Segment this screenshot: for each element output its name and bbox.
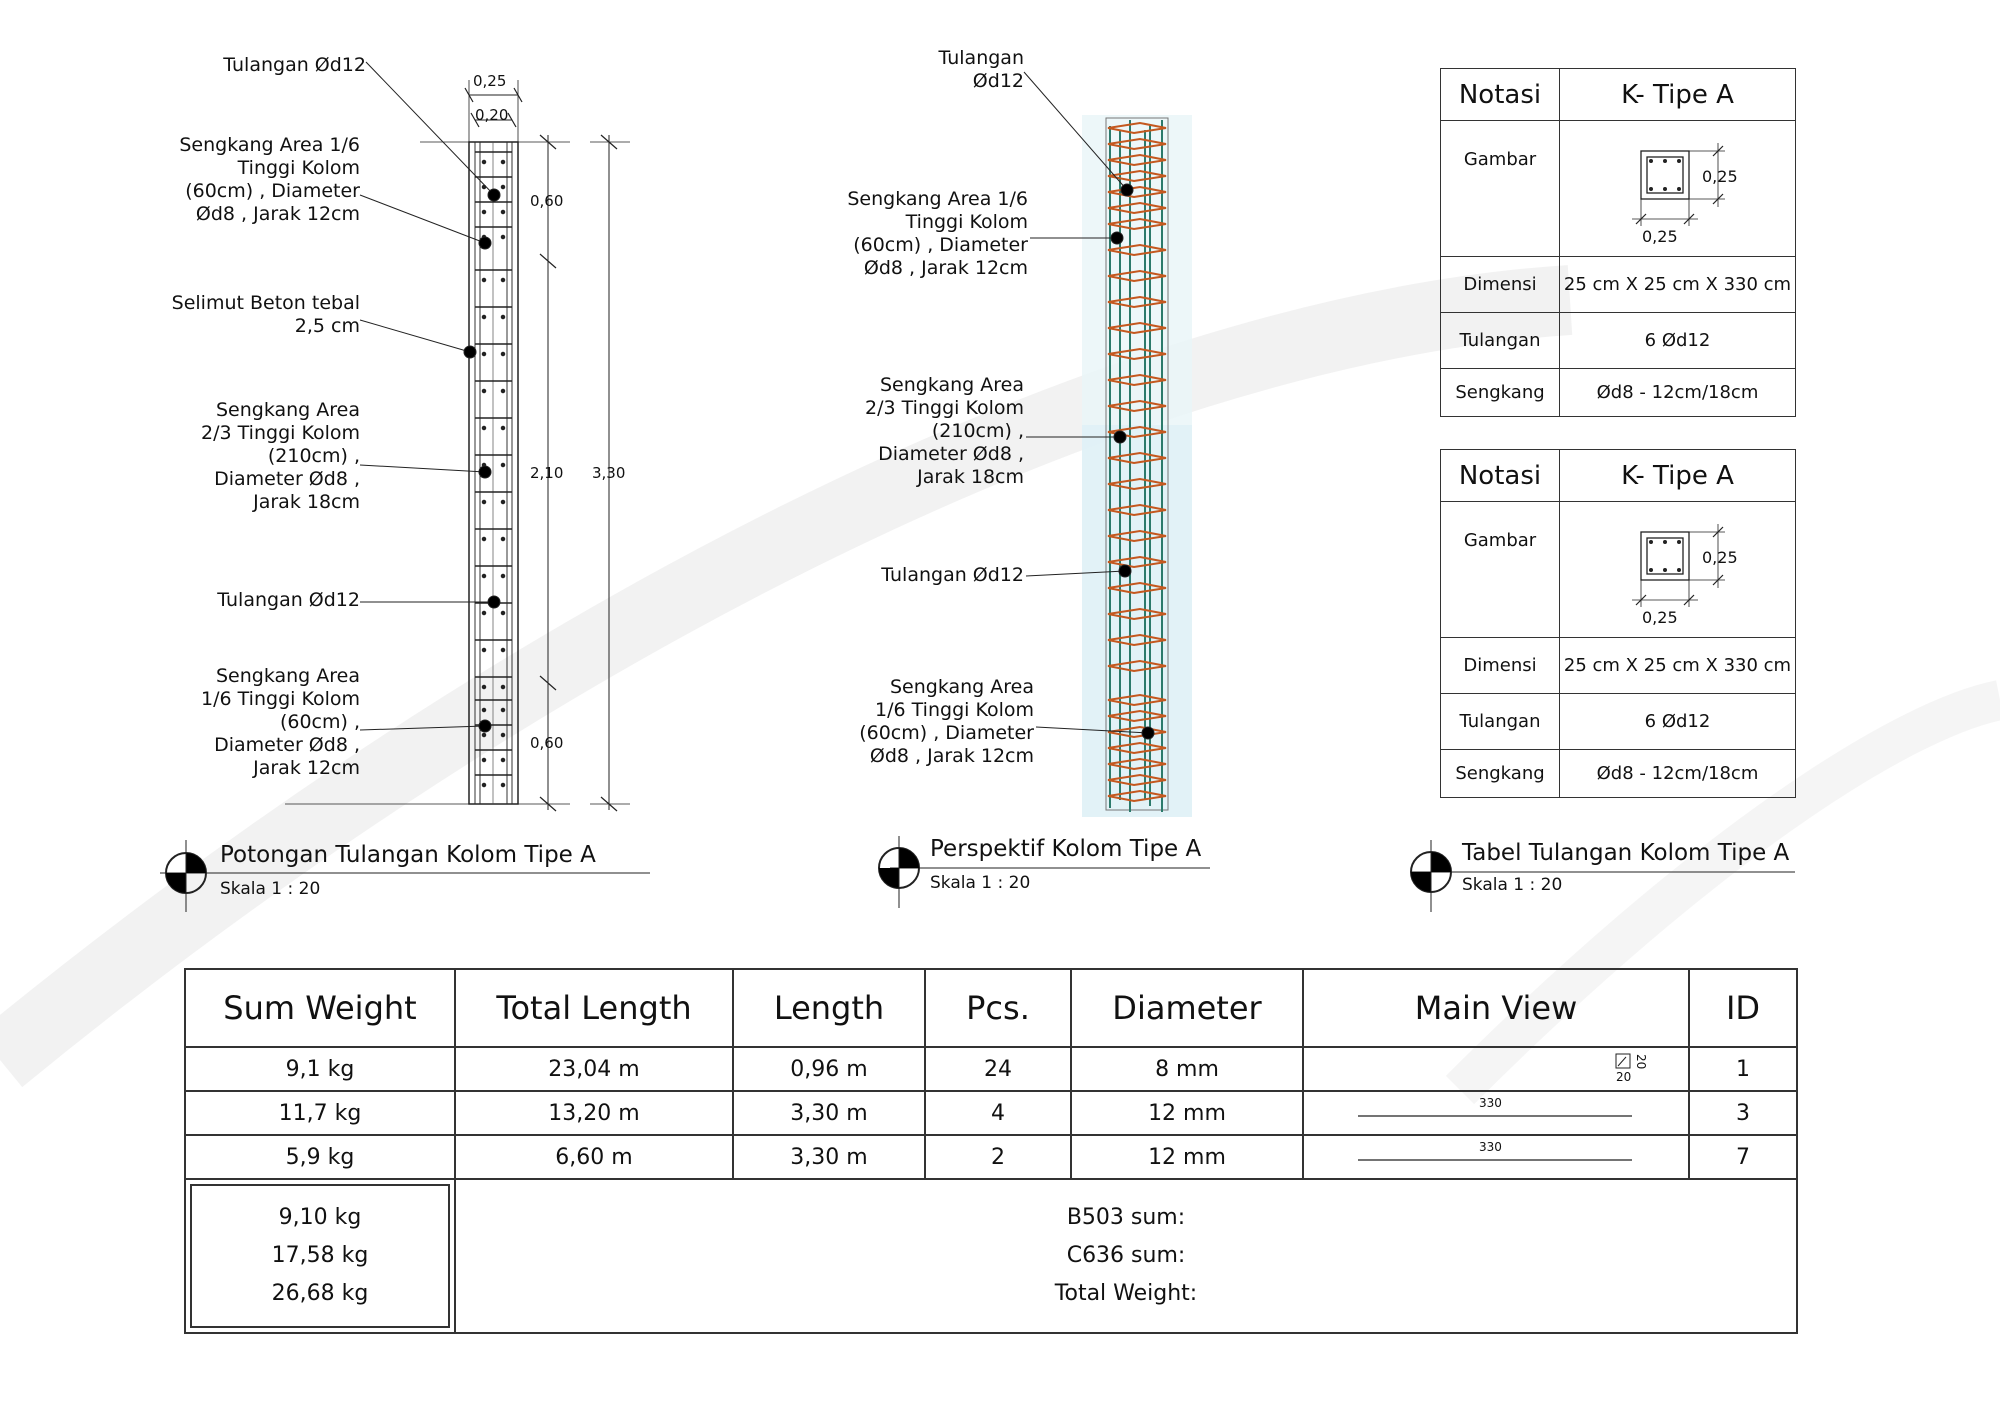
total-weight: 26,68 kg xyxy=(271,1281,369,1306)
gambar-label: Gambar xyxy=(1441,502,1560,638)
bar-dot xyxy=(502,186,505,189)
bar-dot xyxy=(502,236,505,239)
cell-pcs: 4 xyxy=(925,1091,1071,1135)
persp-label-tulangan-mid: Tulangan Ød12 xyxy=(881,564,1024,586)
notasi-header: Notasi xyxy=(1441,69,1560,121)
label-b503: B503 sum: xyxy=(1066,1205,1186,1230)
bar-dot xyxy=(483,316,486,319)
cell-diameter: 12 mm xyxy=(1071,1091,1303,1135)
sengkang-label: Sengkang xyxy=(1441,369,1560,417)
dim-total: 3,30 xyxy=(592,464,626,482)
type-header: K- Tipe A xyxy=(1560,69,1796,121)
section-label-sengkang-top: Sengkang Area 1/6 Tinggi Kolom (60cm) , Diameter Ød8 , Jarak 12cm xyxy=(179,134,360,225)
persp-label-tulangan-top: Tulangan Ød12 xyxy=(938,47,1024,92)
section-label-sengkang-mid: Sengkang Area 2/3 Tinggi Kolom (210cm) , Diameter Ød8 , Jarak 18cm xyxy=(201,399,360,513)
bar-dot xyxy=(483,784,486,787)
gambar-cell xyxy=(1560,502,1796,638)
section-label-selimut: Selimut Beton tebal 2,5 cm xyxy=(171,292,360,337)
col-diameter: Diameter xyxy=(1071,969,1303,1047)
cell-sum-weight: 5,9 kg xyxy=(185,1135,455,1179)
cell-diameter: 8 mm xyxy=(1071,1047,1303,1091)
tulangan-value: 6 Ød12 xyxy=(1560,313,1796,369)
dimensi-value: 25 cm X 25 cm X 330 cm xyxy=(1560,638,1796,694)
cell-pcs: 24 xyxy=(925,1047,1071,1091)
bar-dot xyxy=(502,353,505,356)
totals-labels-cell xyxy=(455,1179,1797,1333)
bar-dot xyxy=(502,784,505,787)
bar-dot xyxy=(483,575,486,578)
cell-sum-weight: 9,1 kg xyxy=(185,1047,455,1091)
cell-id: 3 xyxy=(1689,1091,1797,1135)
dim-width-outer: 0,25 xyxy=(473,72,507,90)
cell-main-view xyxy=(1303,1047,1689,1091)
bar-dot xyxy=(502,316,505,319)
bar-dot xyxy=(502,211,505,214)
persp-label-sengkang-bot: Sengkang Area 1/6 Tinggi Kolom (60cm) , Diameter Ød8 , Jarak 12cm xyxy=(859,676,1034,767)
gambar-label: Gambar xyxy=(1441,121,1560,257)
bar-dot xyxy=(502,501,505,504)
sengkang-label: Sengkang xyxy=(1441,750,1560,798)
perspective-title: Perspektif Kolom Tipe A xyxy=(930,836,1202,862)
bar-dot xyxy=(483,279,486,282)
col-total-length: Total Length xyxy=(455,969,733,1047)
tulangan-label: Tulangan xyxy=(1441,694,1560,750)
tulangan-value: 6 Ød12 xyxy=(1560,694,1796,750)
bar-dot xyxy=(483,649,486,652)
bar-dot xyxy=(502,538,505,541)
table-row xyxy=(185,1135,1797,1179)
cell-total-length: 6,60 m xyxy=(455,1135,733,1179)
bar-dot xyxy=(502,390,505,393)
bar-dot xyxy=(483,211,486,214)
dimensi-label: Dimensi xyxy=(1441,638,1560,694)
col-length: Length xyxy=(733,969,925,1047)
cell-length: 3,30 m xyxy=(733,1135,925,1179)
sengkang-value: Ød8 - 12cm/18cm xyxy=(1560,369,1796,417)
cell-id: 1 xyxy=(1689,1047,1797,1091)
bar-dot xyxy=(483,734,486,737)
view-dim-b: 20 xyxy=(1634,1054,1648,1070)
gambar-dim-w: 0,25 xyxy=(1642,608,1678,627)
section-label-tulangan-top: Tulangan Ød12 xyxy=(223,54,366,76)
bar-dot xyxy=(483,161,486,164)
dim-bot: 0,60 xyxy=(530,734,564,752)
total-c636: 17,58 kg xyxy=(271,1243,369,1268)
cell-total-length: 13,20 m xyxy=(455,1091,733,1135)
col-id: ID xyxy=(1689,969,1797,1047)
bar-dot xyxy=(502,612,505,615)
notation-table-1 xyxy=(1440,68,1796,417)
section-label-tulangan-mid: Tulangan Ød12 xyxy=(217,589,360,611)
label-c636: C636 sum: xyxy=(1066,1243,1186,1268)
view-length: 330 xyxy=(1479,1140,1502,1154)
persp-label-sengkang-top: Sengkang Area 1/6 Tinggi Kolom (60cm) , Diameter Ød8 , Jarak 12cm xyxy=(847,188,1028,279)
col-main-view: Main View xyxy=(1303,969,1689,1047)
cell-main-view xyxy=(1303,1091,1689,1135)
bar-dot xyxy=(483,759,486,762)
bar-dot xyxy=(483,501,486,504)
bar-dot xyxy=(502,709,505,712)
rebar-schedule xyxy=(184,968,1798,1334)
tulangan-label: Tulangan xyxy=(1441,313,1560,369)
dimensi-label: Dimensi xyxy=(1441,257,1560,313)
cell-length: 0,96 m xyxy=(733,1047,925,1091)
cell-main-view xyxy=(1303,1135,1689,1179)
cell-length: 3,30 m xyxy=(733,1091,925,1135)
table-row xyxy=(185,1091,1797,1135)
label-total-weight: Total Weight: xyxy=(1054,1281,1198,1306)
dim-mid: 2,10 xyxy=(530,464,564,482)
cell-pcs: 2 xyxy=(925,1135,1071,1179)
dimensi-value: 25 cm X 25 cm X 330 cm xyxy=(1560,257,1796,313)
col-pcs: Pcs. xyxy=(925,969,1071,1047)
table-title: Tabel Tulangan Kolom Tipe A xyxy=(1462,840,1790,866)
cell-diameter: 12 mm xyxy=(1071,1135,1303,1179)
cell-sum-weight: 11,7 kg xyxy=(185,1091,455,1135)
total-b503: 9,10 kg xyxy=(278,1205,362,1230)
section-scale: Skala 1 : 20 xyxy=(220,879,321,899)
bar-dot xyxy=(502,464,505,467)
bar-dot xyxy=(502,427,505,430)
totals-row xyxy=(185,1179,1797,1333)
bar-dot xyxy=(502,759,505,762)
bar-dot xyxy=(483,612,486,615)
bar-dot xyxy=(502,161,505,164)
persp-label-sengkang-mid: Sengkang Area 2/3 Tinggi Kolom (210cm) , Diameter Ød8 , Jarak 18cm xyxy=(865,374,1024,488)
bar-dot xyxy=(483,538,486,541)
dim-width-inner: 0,20 xyxy=(475,106,509,124)
bar-dot xyxy=(502,575,505,578)
bar-dot xyxy=(483,390,486,393)
view-dim-a: 20 xyxy=(1616,1070,1632,1084)
bar-dot xyxy=(502,279,505,282)
gambar-dim-h: 0,25 xyxy=(1702,167,1738,186)
bar-dot xyxy=(483,353,486,356)
bar-dot xyxy=(502,734,505,737)
bar-dot xyxy=(483,686,486,689)
gambar-dim-h: 0,25 xyxy=(1702,548,1738,567)
section-title: Potongan Tulangan Kolom Tipe A xyxy=(220,842,596,868)
totals-values-cell xyxy=(185,1179,455,1333)
view-length: 330 xyxy=(1479,1096,1502,1110)
dim-top: 0,60 xyxy=(530,192,564,210)
perspective-scale: Skala 1 : 20 xyxy=(930,873,1031,893)
cell-id: 7 xyxy=(1689,1135,1797,1179)
gambar-dim-w: 0,25 xyxy=(1642,227,1678,246)
bar-dot xyxy=(502,686,505,689)
section-label-sengkang-bot: Sengkang Area 1/6 Tinggi Kolom (60cm) , Diameter Ød8 , Jarak 12cm xyxy=(201,665,360,779)
notation-table-2 xyxy=(1440,449,1796,798)
type-header: K- Tipe A xyxy=(1560,450,1796,502)
bar-dot xyxy=(483,709,486,712)
table-row xyxy=(185,1047,1797,1091)
bar-dot xyxy=(502,649,505,652)
cell-total-length: 23,04 m xyxy=(455,1047,733,1091)
gambar-cell xyxy=(1560,121,1796,257)
table-scale: Skala 1 : 20 xyxy=(1462,875,1563,895)
bar-dot xyxy=(483,427,486,430)
sengkang-value: Ød8 - 12cm/18cm xyxy=(1560,750,1796,798)
notasi-header: Notasi xyxy=(1441,450,1560,502)
col-sum-weight: Sum Weight xyxy=(185,969,455,1047)
